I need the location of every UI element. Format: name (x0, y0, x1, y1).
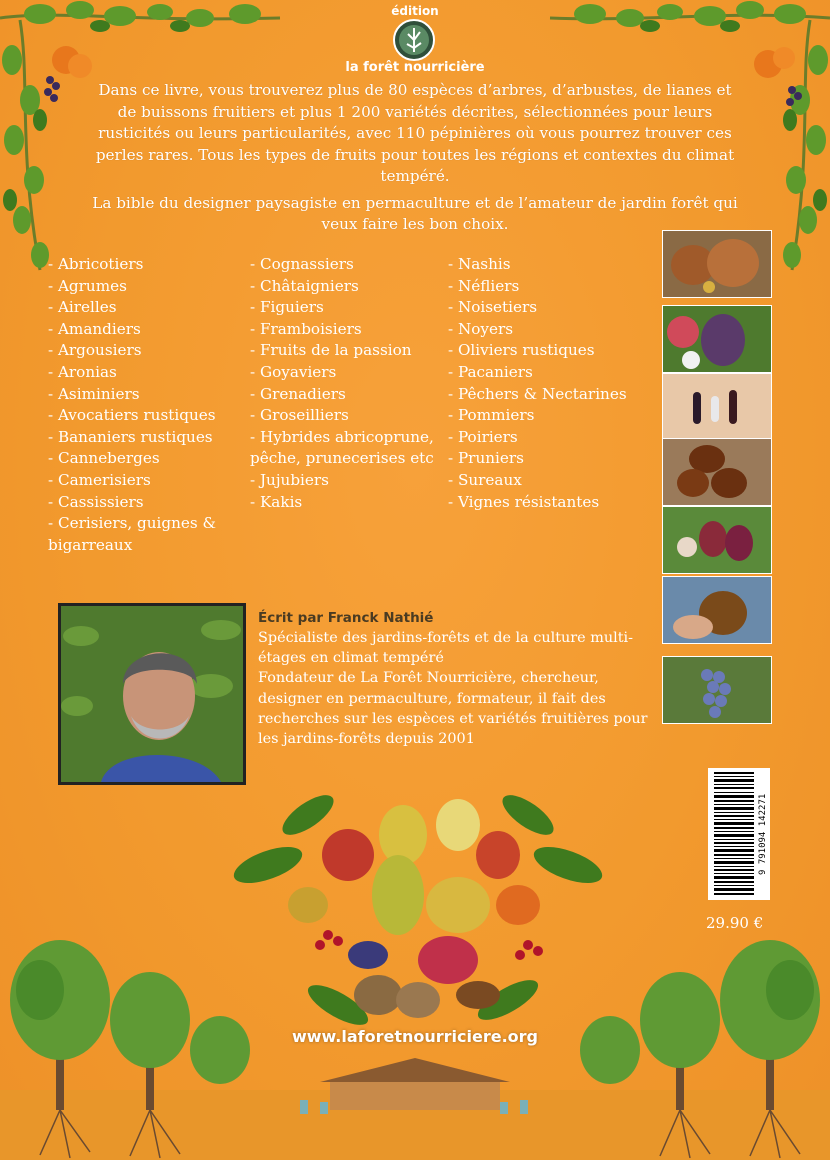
list-item: - Avocatiers rustiques (48, 406, 216, 425)
website-link[interactable]: www.laforetnourriciere.org (291, 1027, 539, 1046)
list-item: - Camerisiers (48, 470, 151, 489)
barcode-digits: 9 791094 142271 (758, 793, 768, 875)
list-item: - Aronias (48, 362, 117, 381)
list-item: - Vignes résistantes (448, 492, 600, 511)
fig-photo (662, 305, 772, 373)
list-item: - Nashis (448, 255, 511, 273)
list-item: - Groseilliers (250, 406, 349, 425)
publisher-logo (340, 4, 490, 78)
list-item: - Goyaviers (250, 362, 337, 381)
list-item: - Noisetiers (448, 298, 538, 317)
list-item: - Pommiers (448, 406, 535, 425)
list-item: - Bananiers rustiques (48, 427, 213, 446)
logo-brand-part2: nourricière (403, 60, 485, 75)
list-item: - Pacaniers (448, 362, 533, 381)
raspberry-photo (662, 506, 772, 574)
blueberry-photo (662, 656, 772, 724)
list-item: - Framboisiers (250, 319, 362, 338)
price-label: 29.90 € (706, 914, 764, 932)
tree-emblem-icon (392, 18, 436, 62)
list-item: - Poiriers (448, 427, 518, 446)
intro-paragraph-1: Dans ce livre, vous trouverez plus de 80 espèces d’arbres, d’arbustes, de lianes et de buissons fruitiers et plus 1 200 variétés décrites, sélectionnées pour leurs rusticités ou leurs particularités, avec 110 pépinières où vous pourrez trouver ces perles rares. Tous les types de fruits pour toutes les régions et contextes du climat tempéré. (95, 81, 735, 185)
list-item: - Fruits de la passion (250, 341, 412, 360)
list-item: - Pruniers (448, 449, 524, 468)
list-item: - Abricotiers (48, 255, 144, 273)
list-item: - Pêchers & Nectarines (448, 384, 627, 403)
list-item: - Jujubiers (250, 470, 329, 489)
mulberry-photo (662, 373, 772, 441)
list-item: - Argousiers (48, 341, 142, 360)
list-item: - Agrumes (48, 276, 127, 295)
list-item: - Cognassiers (250, 255, 354, 273)
intro-text (90, 80, 740, 241)
chestnut-photo (662, 438, 772, 506)
species-list-column-3 (448, 254, 653, 513)
barcode (708, 768, 770, 900)
author-bio (258, 628, 658, 749)
list-item: - Hybrides abricoprune, pêche, prunecerises etc (250, 427, 434, 468)
list-item: - Figuiers (250, 298, 324, 317)
author-bio-2: Fondateur de La Forêt Nourricière, chercheur, designer en permaculture, formateur, il fait des recherches sur les espèces et variétés fruitières pour les jardins-forêts depuis 2001 (258, 670, 648, 748)
logo-brand (340, 60, 490, 75)
list-item: - Châtaigniers (250, 276, 359, 295)
list-item: - Canneberges (48, 449, 160, 468)
list-item: - Cerisiers, guignes & bigarreaux (48, 514, 217, 554)
species-list-column-1 (48, 254, 238, 556)
author-heading: Écrit par Franck Nathié (258, 610, 434, 626)
list-item: - Amandiers (48, 319, 141, 338)
list-item: - Oliviers rustiques (448, 341, 595, 360)
medlar-photo (662, 576, 772, 644)
logo-brand-part1: la forêt (345, 60, 400, 75)
list-item: - Asiminiers (48, 384, 140, 403)
walnut-photo (662, 230, 772, 298)
logo-edition-label: édition (391, 4, 439, 18)
author-photo (58, 603, 246, 785)
list-item: - Noyers (448, 319, 514, 338)
list-item: - Airelles (48, 298, 117, 317)
intro-paragraph-2: La bible du designer paysagiste en permaculture et de l’amateur de jardin forêt qui veux faire les bon choix. (92, 193, 738, 233)
list-item: - Kakis (250, 492, 303, 511)
list-item: - Néfliers (448, 276, 520, 295)
list-item: - Sureaux (448, 470, 522, 489)
species-list-column-2 (250, 254, 445, 513)
author-bio-1: Spécialiste des jardins-forêts et de la culture multi-étages en climat tempéré (258, 630, 634, 667)
list-item: - Cassissiers (48, 492, 144, 511)
list-item: - Grenadiers (250, 384, 346, 403)
